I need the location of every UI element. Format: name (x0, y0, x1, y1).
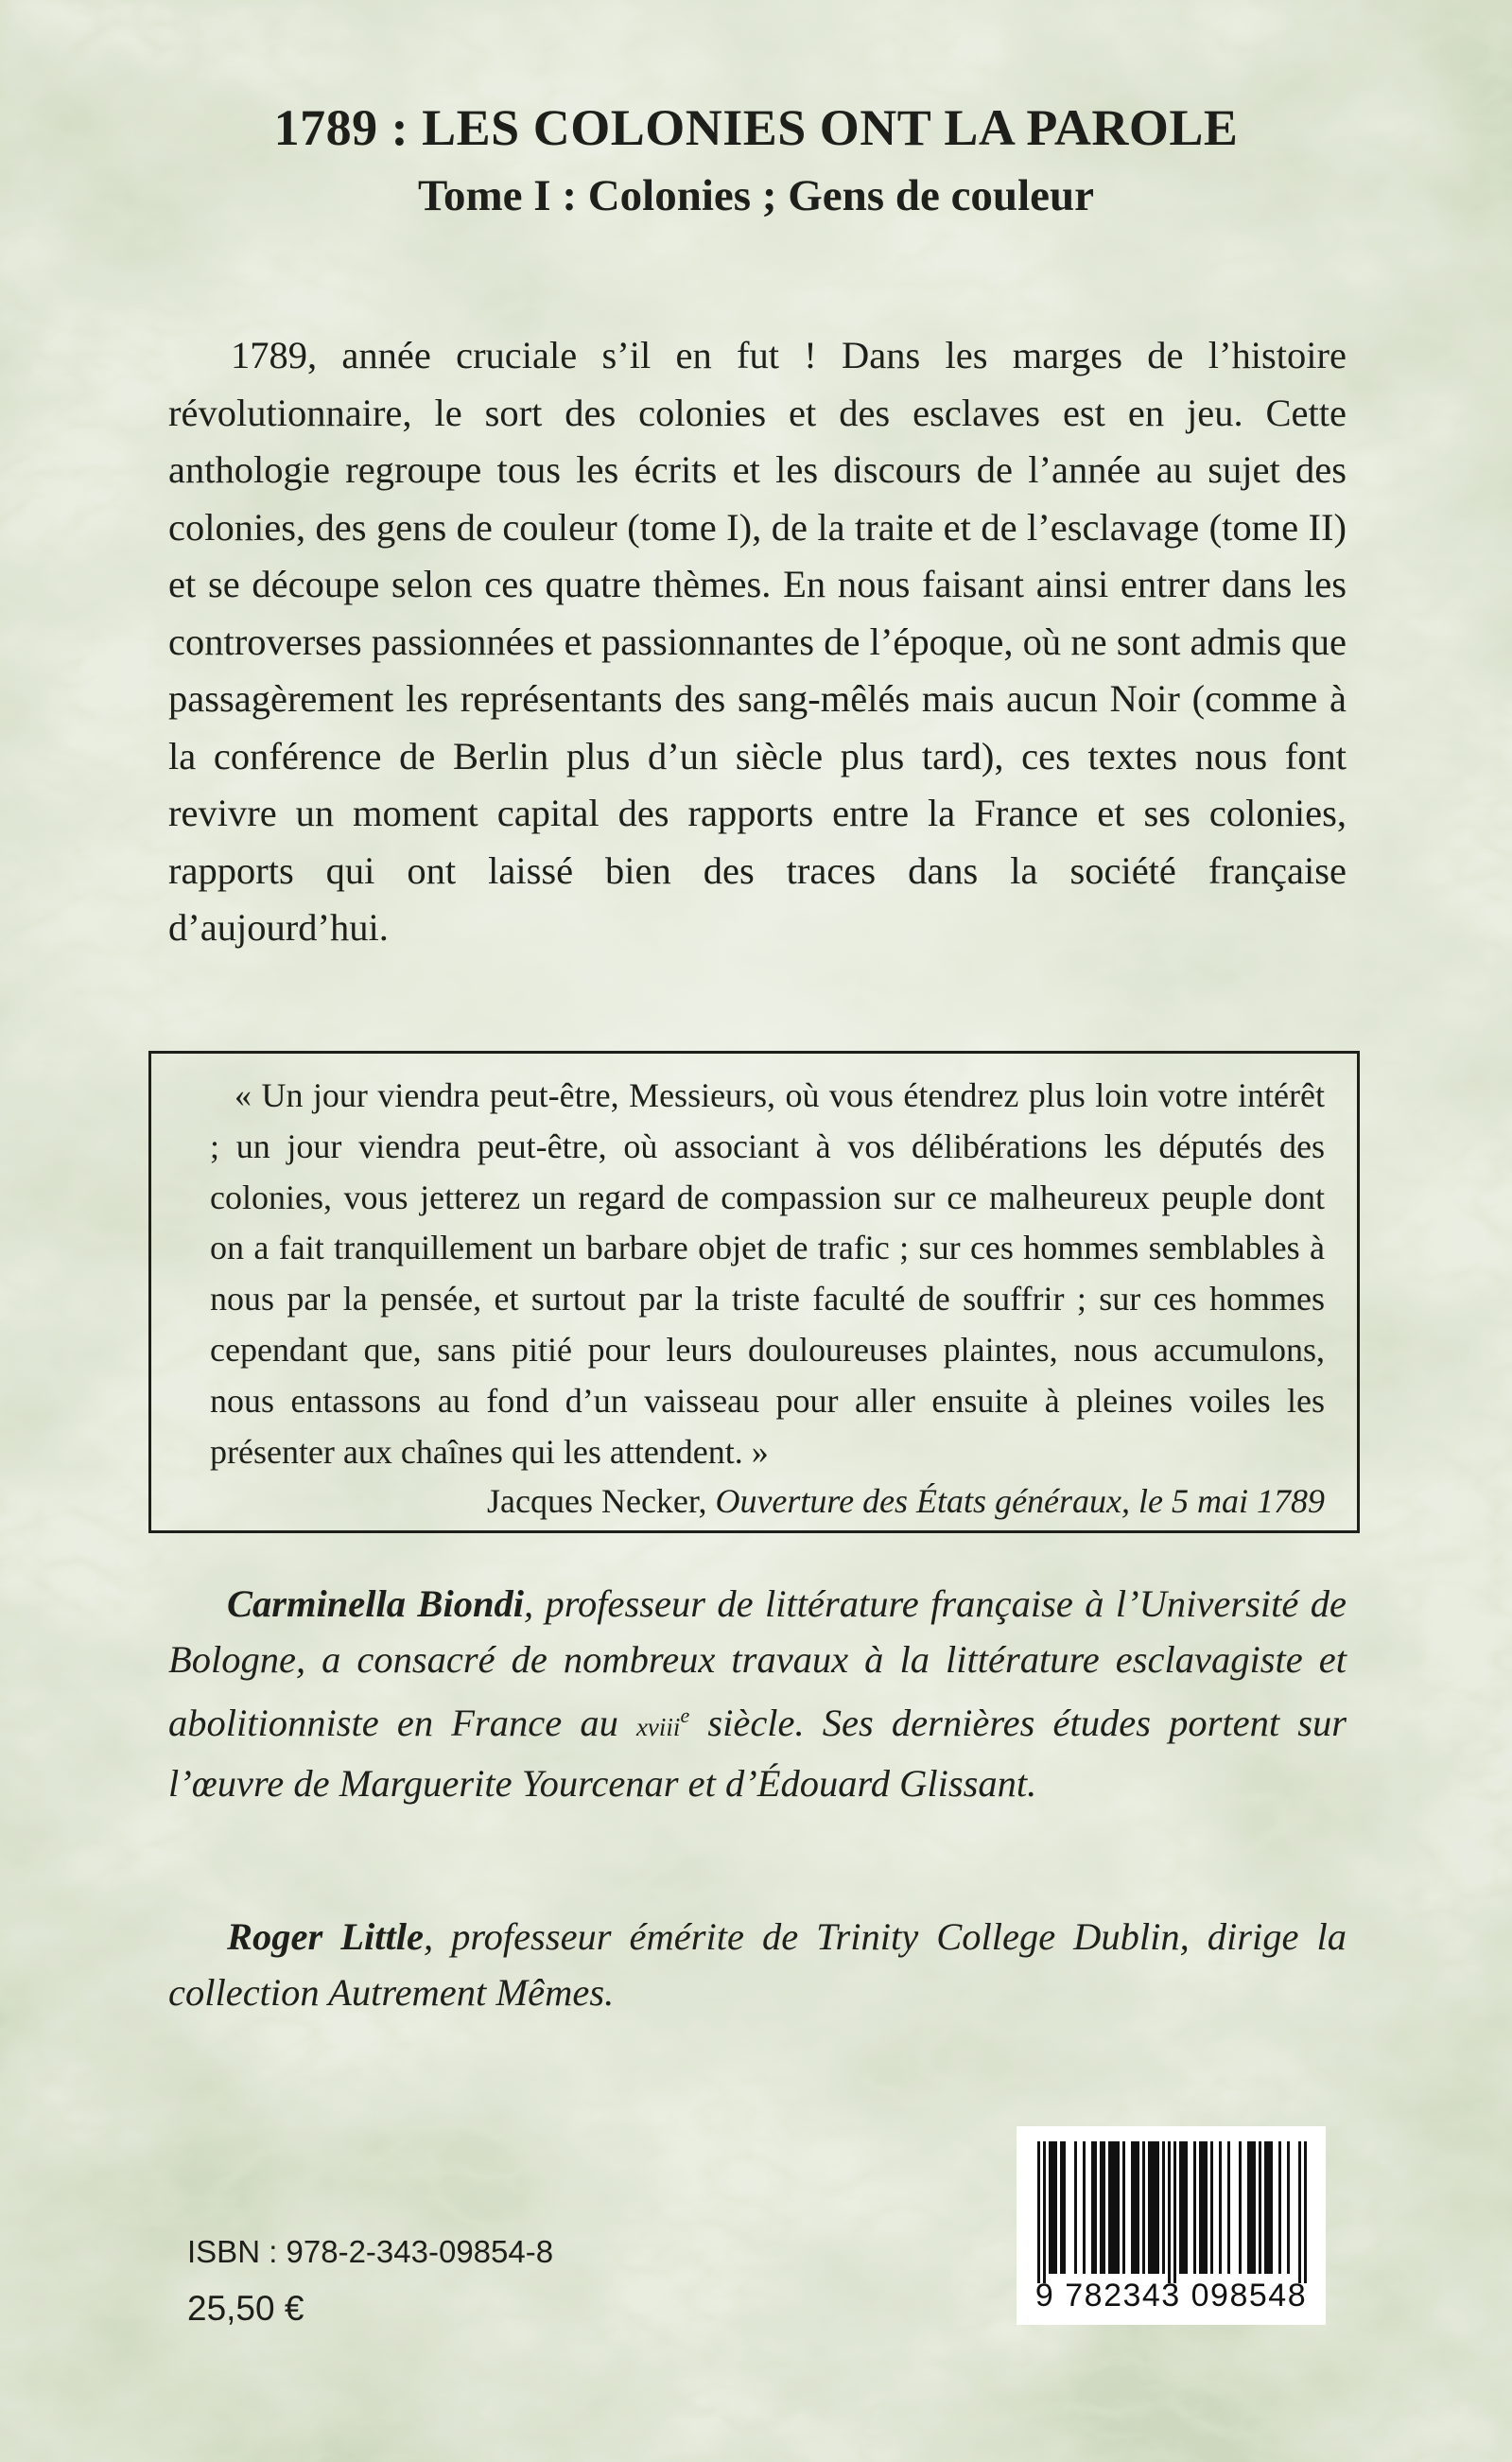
barcode-bar (1037, 2141, 1040, 2283)
blurb-paragraph: 1789, année cruciale s’il en fut ! Dans les marges de l’histoire révolutionnaire, le sort des colonies et des esclaves est en jeu. Cette anthologie regroupe tous les écrits et les discours de l’année au sujet des colonies, des gens de couleur (tome I), de la traite et de l’esclavage (tome II) et se découpe selon ces quatre thèmes. En nous faisant ainsi entrer dans les controverses passionnées et passionnantes de l’époque, où ne sont admis que passagèrement les représentants des sang-mêlés mais aucun Noir (comme à la conférence de Berlin plus d’un siècle plus tard), ces textes nous font revivre un moment capital des rapports entre la France et ses colonies, rapports qui ont laissé bien des traces dans la société française d’aujourd’hui. (168, 334, 1347, 949)
barcode-bar (1134, 2141, 1137, 2274)
barcode-bar (1259, 2141, 1261, 2274)
quote-author: Jacques Necker, (487, 1482, 707, 1521)
barcode-bar (1182, 2141, 1185, 2274)
barcode-bar (1043, 2141, 1046, 2283)
barcode-bar (1264, 2141, 1267, 2274)
barcode-bar (1122, 2141, 1125, 2274)
barcode-bar (1239, 2141, 1242, 2274)
barcode-bar (1094, 2141, 1097, 2274)
barcode-bar (1193, 2141, 1196, 2274)
barcode-bar (1179, 2141, 1182, 2274)
barcode-bar (1173, 2141, 1176, 2283)
barcode-bar (1148, 2141, 1151, 2274)
bio-text-b: siècle. Ses dernières études portent sur l’œuvre de Marguerite Yourcenar et d’Édouard Glissant. (168, 1702, 1347, 1805)
barcode-bar (1054, 2141, 1057, 2274)
barcode-bar (1154, 2141, 1156, 2274)
century-superscript: e (680, 1703, 690, 1727)
barcode-bar (1156, 2141, 1159, 2274)
barcode-bar (1114, 2141, 1117, 2274)
author-name-biondi: Carminella Biondi (227, 1582, 524, 1625)
barcode-bar (1267, 2141, 1270, 2274)
barcode-bar (1199, 2141, 1202, 2274)
quote-source: Ouverture des États généraux, le 5 mai 1789 (715, 1482, 1325, 1521)
book-title: 1789 : LES COLONIES ONT LA PAROLE (273, 99, 1239, 156)
title-block (0, 99, 1512, 220)
price-label: 25,50 € (187, 2289, 304, 2328)
barcode-bar (1210, 2141, 1213, 2274)
author-name-little: Roger Little (227, 1915, 424, 1958)
barcode-bar (1142, 2141, 1145, 2274)
barcode-bar (1227, 2141, 1230, 2274)
barcode-bar (1103, 2141, 1105, 2274)
barcode-bar (1108, 2141, 1111, 2274)
barcode-bar (1202, 2141, 1205, 2274)
barcode-bar (1287, 2141, 1290, 2274)
barcode-bar (1131, 2141, 1134, 2274)
barcode (1017, 2126, 1326, 2325)
barcode-bar (1091, 2141, 1094, 2274)
book-subtitle: Tome I : Colonies ; Gens de couleur (417, 171, 1094, 220)
barcode-bar (1298, 2141, 1301, 2283)
barcode-bar (1137, 2141, 1139, 2274)
barcode-bar (1250, 2141, 1253, 2274)
isbn-label: ISBN : 978-2-343-09854-8 (187, 2234, 554, 2269)
bio-text: , professeur émérite de Trinity College Dublin, dirige la collection Autrement Mêmes. (168, 1915, 1347, 2014)
barcode-bar (1074, 2141, 1077, 2274)
quote-box (148, 1051, 1360, 1533)
barcode-bar (1051, 2141, 1054, 2274)
barcode-bar (1151, 2141, 1154, 2274)
barcode-bar (1270, 2141, 1273, 2274)
barcode-bar (1253, 2141, 1256, 2274)
barcode-bar (1162, 2141, 1165, 2274)
barcode-bar (1111, 2141, 1114, 2274)
barcode-bar (1219, 2141, 1222, 2274)
quote-attribution (210, 1477, 1325, 1525)
barcode-bar (1049, 2141, 1051, 2274)
barcode-bar (1063, 2141, 1066, 2274)
barcode-bar (1205, 2141, 1208, 2274)
barcode-bar (1100, 2141, 1103, 2274)
barcode-digits: 9 782343 098548 (1034, 2278, 1308, 2314)
barcode-bar (1168, 2141, 1171, 2283)
barcode-bar (1304, 2141, 1307, 2283)
barcode-bar (1117, 2141, 1120, 2274)
barcode-bar (1060, 2141, 1063, 2274)
barcode-bar (1185, 2141, 1188, 2274)
author-bio-little (168, 1909, 1347, 2020)
barcode-bar (1083, 2141, 1086, 2274)
barcode-bar (1247, 2141, 1250, 2274)
century-numeral: xviii (635, 1713, 681, 1741)
bio-text-a: , professeur de littérature française à l’Université de Bologne, a consacré de nombreux travaux à la littérature esclavagiste et abolitionniste en France au (168, 1582, 1347, 1744)
author-bio-biondi (168, 1576, 1347, 1811)
barcode-bar (1278, 2141, 1281, 2274)
quote-text: « Un jour viendra peut-être, Messieurs, où vous étendrez plus loin votre intérêt ; un jour viendra peut-être, où associant à vos délibérations les députés des colonies, vous jetterez un regard de compassion sur ce malheureux peuple dont on a fait tranquillement un barbare objet de trafic ; sur ces hommes semblables à nous par la pensée, et surtout par la triste faculté de souffrir ; sur ces hommes cependant que, sans pitié pour leurs douloureuses plaintes, nous accumulons, nous entassons au fond d’un vaisseau pour aller ensuite à pleines voiles les présenter aux chaînes qui les attendent. » (210, 1076, 1325, 1471)
